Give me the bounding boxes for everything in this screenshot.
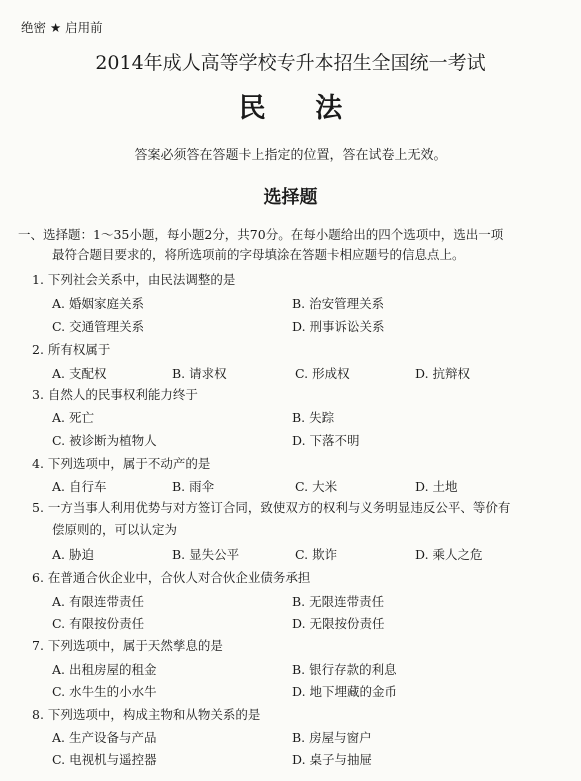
- option-a: A. 出租房屋的租金: [52, 662, 157, 677]
- section-title: 选择题: [263, 187, 318, 208]
- option-c: C. 交通管理关系: [52, 319, 145, 334]
- option-d: D. 乘人之危: [415, 547, 483, 562]
- question-stem: 4. 下列选项中，属于不动产的是: [32, 456, 211, 471]
- option-c: C. 大米: [295, 479, 338, 494]
- option-d: D. 桌子与抽屉: [292, 752, 373, 767]
- option-a: A. 胁迫: [52, 547, 94, 562]
- answer-notice: 答案必须答在答题卡上指定的位置，答在试卷上无效。: [134, 148, 447, 163]
- option-b: B. 显失公平: [172, 547, 240, 562]
- question-stem-continued: 偿原则的，可以认定为: [52, 522, 178, 537]
- option-d: D. 无限按份责任: [292, 616, 385, 631]
- option-b: B. 雨伞: [172, 479, 215, 494]
- option-a: A. 支配权: [52, 366, 107, 381]
- question-stem: 6. 在普通合伙企业中，合伙人对合伙企业债务承担: [32, 570, 311, 585]
- option-c: C. 电视机与遥控器: [52, 752, 157, 767]
- confidential-mark: 绝密 ★ 启用前: [21, 20, 103, 35]
- option-b: B. 无限连带责任: [292, 594, 385, 609]
- instructions-line-1: 一、选择题：1～35小题，每小题2分，共70分。在每小题给出的四个选项中，选出一项: [18, 227, 504, 242]
- option-b: B. 治安管理关系: [292, 296, 385, 311]
- option-a: A. 死亡: [52, 410, 94, 425]
- option-b: B. 银行存款的利息: [292, 662, 397, 677]
- option-a: A. 有限连带责任: [52, 594, 144, 609]
- option-c: C. 被诊断为植物人: [52, 433, 157, 448]
- option-d: D. 下落不明: [292, 433, 360, 448]
- option-c: C. 有限按份责任: [52, 616, 145, 631]
- question-stem: 3. 自然人的民事权利能力终于: [32, 387, 198, 402]
- option-a: A. 婚姻家庭关系: [52, 296, 144, 311]
- option-c: C. 水牛生的小水牛: [52, 684, 157, 699]
- instructions-line-2: 最符合题目要求的，将所选项前的字母填涂在答题卡相应题号的信息点上。: [52, 247, 465, 262]
- question-stem: 1. 下列社会关系中，由民法调整的是: [32, 272, 236, 287]
- option-c: C. 欺诈: [295, 547, 338, 562]
- option-c: C. 形成权: [295, 366, 350, 381]
- question-stem: 7. 下列选项中，属于天然孳息的是: [32, 638, 223, 653]
- option-d: D. 刑事诉讼关系: [292, 319, 385, 334]
- option-a: A. 自行车: [52, 479, 107, 494]
- question-stem: 5. 一方当事人利用优势与对方签订合同，致使双方的权利与义务明显违反公平、等价有: [32, 500, 511, 515]
- option-a: A. 生产设备与产品: [52, 730, 157, 745]
- option-b: B. 房屋与窗户: [292, 730, 372, 745]
- exam-title: 2014年成人高等学校专升本招生全国统一考试: [95, 52, 486, 74]
- option-b: B. 请求权: [172, 366, 227, 381]
- question-stem: 2. 所有权属于: [32, 342, 111, 357]
- exam-subject: 民 法: [238, 93, 363, 124]
- option-b: B. 失踪: [292, 410, 335, 425]
- question-stem: 8. 下列选项中，构成主物和从物关系的是: [32, 707, 261, 722]
- option-d: D. 抗辩权: [415, 366, 471, 381]
- option-d: D. 地下埋藏的金币: [292, 684, 398, 699]
- option-d: D. 土地: [415, 479, 458, 494]
